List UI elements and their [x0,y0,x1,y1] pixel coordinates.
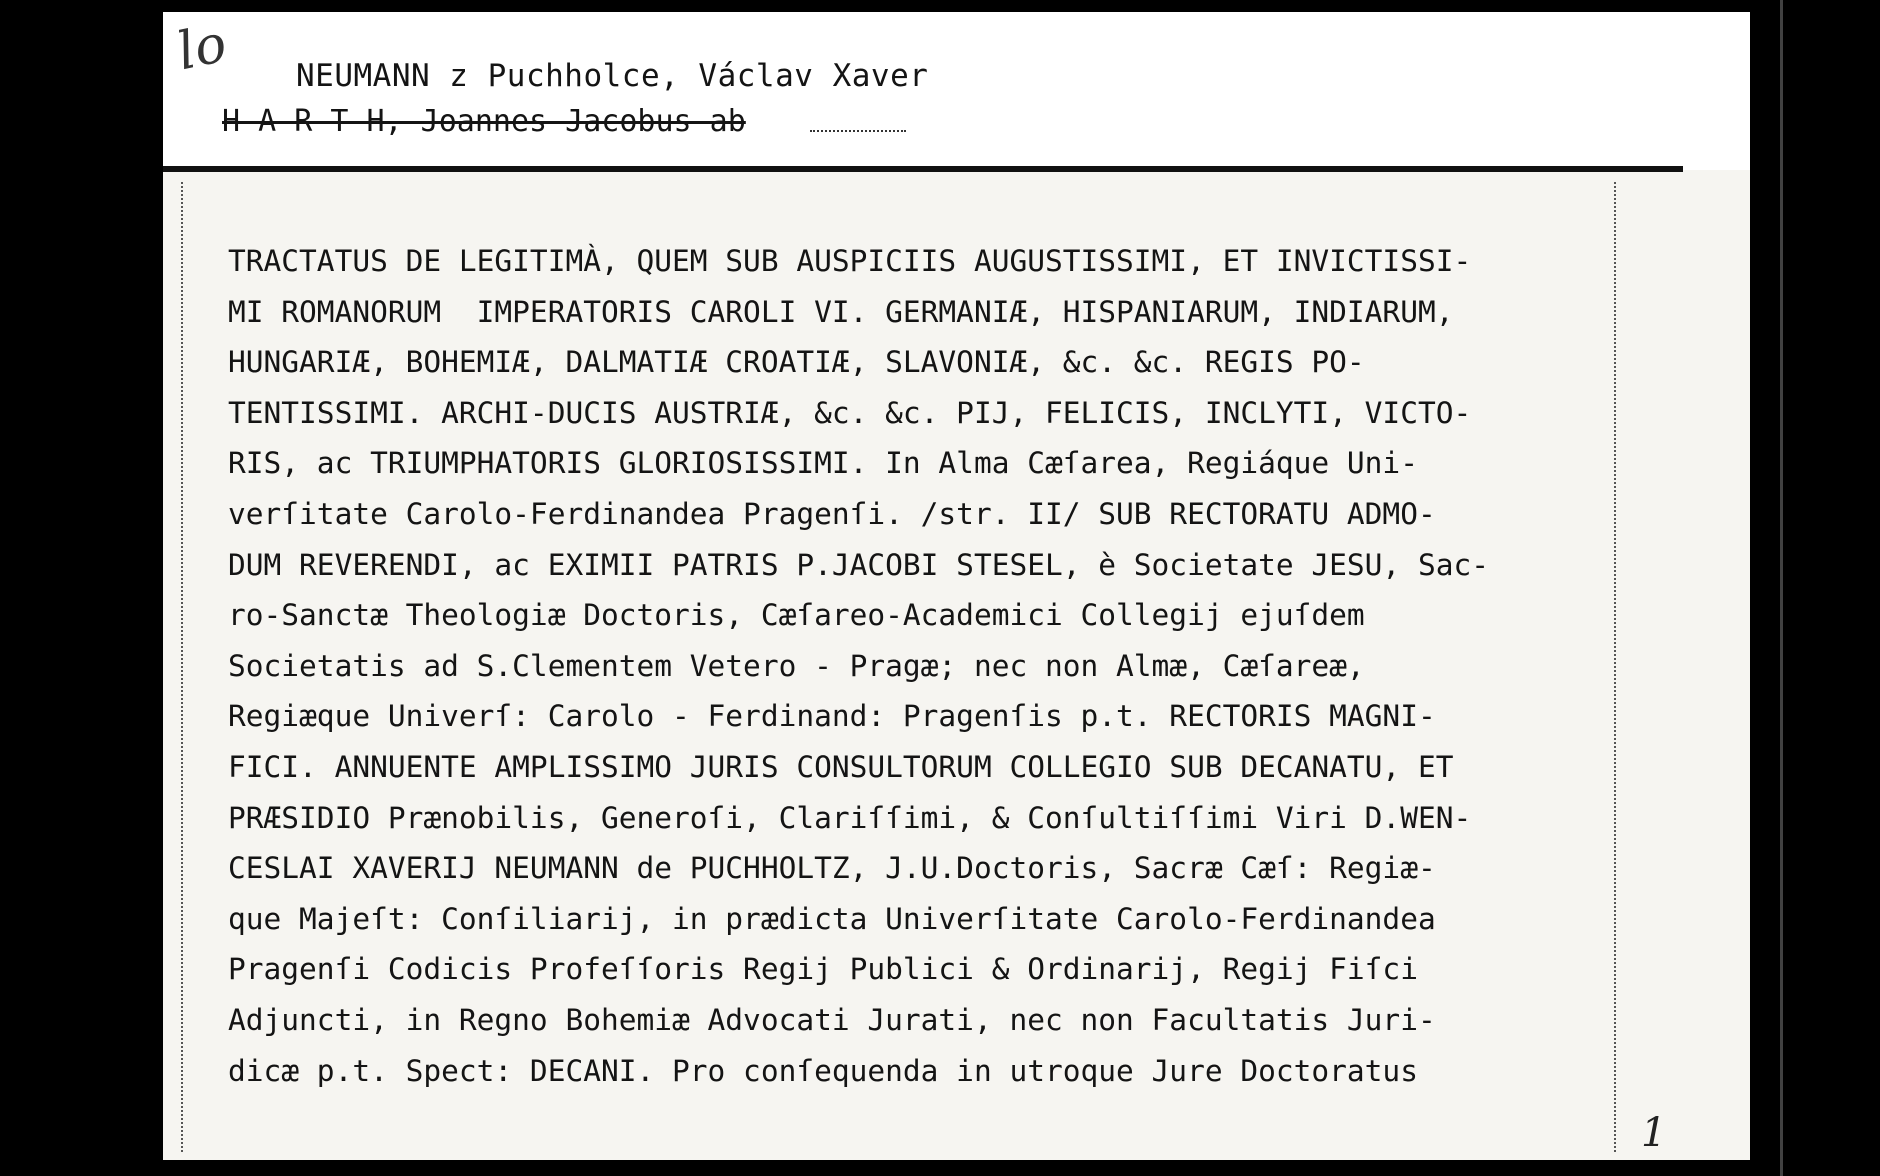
text-line: CESLAI XAVERIJ NEUMANN de PUCHHOLTZ, J.U.Doctoris, Sacræ Cæſ: Regiæ- [228,851,1436,886]
text-line: TENTISSIMI. ARCHI-DUCIS AUSTRIÆ, &c. &c. PIJ, FELICIS, INCLYTI, VICTO- [228,395,1472,430]
text-line: ro-Sanctæ Theologiæ Doctoris, Cæſareo-Academici Collegij ejuſdem [228,598,1365,633]
text-line: FICI. ANNUENTE AMPLISSIMO JURIS CONSULTORUM COLLEGIO SUB DECANATU, ET [228,749,1454,784]
text-line: Regiæque Univerſ: Carolo - Ferdinand: Pragenſis p.t. RECTORIS MAGNI- [228,699,1436,734]
text-line: PRÆSIDIO Prænobilis, Generoſi, Clariſſimi, & Conſultiſſimi Viri D.WEN- [228,800,1472,835]
scan-edge-strip [1780,0,1783,1176]
text-line: RIS, ac TRIUMPHATORIS GLORIOSISSIMI. In Alma Cæſarea, Regiáque Uni- [228,446,1418,481]
text-line: MI ROMANORUM IMPERATORIS CAROLI VI. GERMANIÆ, HISPANIARUM, INDIARUM, [228,294,1454,329]
struck-out-heading: H A R T H, Joannes Jacobus ab [222,104,746,139]
text-line: que Majeſt: Conſiliarij, in prædicta Univerſitate Carolo-Ferdinandea [228,901,1436,936]
text-line: HUNGARIÆ, BOHEMIÆ, DALMATIÆ CROATIÆ, SLAVONIÆ, &c. &c. REGIS PO- [228,345,1365,380]
text-line: verſitate Carolo-Ferdinandea Pragenſi. /str. II/ SUB RECTORATU ADMO- [228,496,1436,531]
text-line: DUM REVERENDI, ac EXIMII PATRIS P.JACOBI STESEL, è Societate JESU, Sac- [228,547,1489,582]
entry-name-heading: NEUMANN z Puchholce, Václav Xaver [296,58,929,94]
text-line: dicæ p.t. Spect: DECANI. Pro conſequenda in utroque Jure Doctoratus [228,1053,1418,1088]
text-line: Pragenſi Codicis Profeſſoris Regij Publici & Ordinarij, Regij Fiſci [228,952,1418,987]
text-line: Adjuncti, in Regno Bohemiæ Advocati Jurati, nec non Facultatis Juri- [228,1002,1436,1037]
handwritten-mark: lo [172,13,232,83]
transcription-body [228,236,1648,1096]
header-divider [163,166,1683,172]
page-number-mark: 1 [1641,1110,1667,1156]
text-line: TRACTATUS DE LEGITIMÀ, QUEM SUB AUSPICIIS AUGUSTISSIMI, ET INVICTISSI- [228,244,1472,278]
text-line: Societatis ad S.Clementem Vetero - Pragæ; nec non Almæ, Cæſareæ, [228,648,1365,683]
left-margin-line [181,182,183,1152]
struck-out-trail [810,130,906,132]
